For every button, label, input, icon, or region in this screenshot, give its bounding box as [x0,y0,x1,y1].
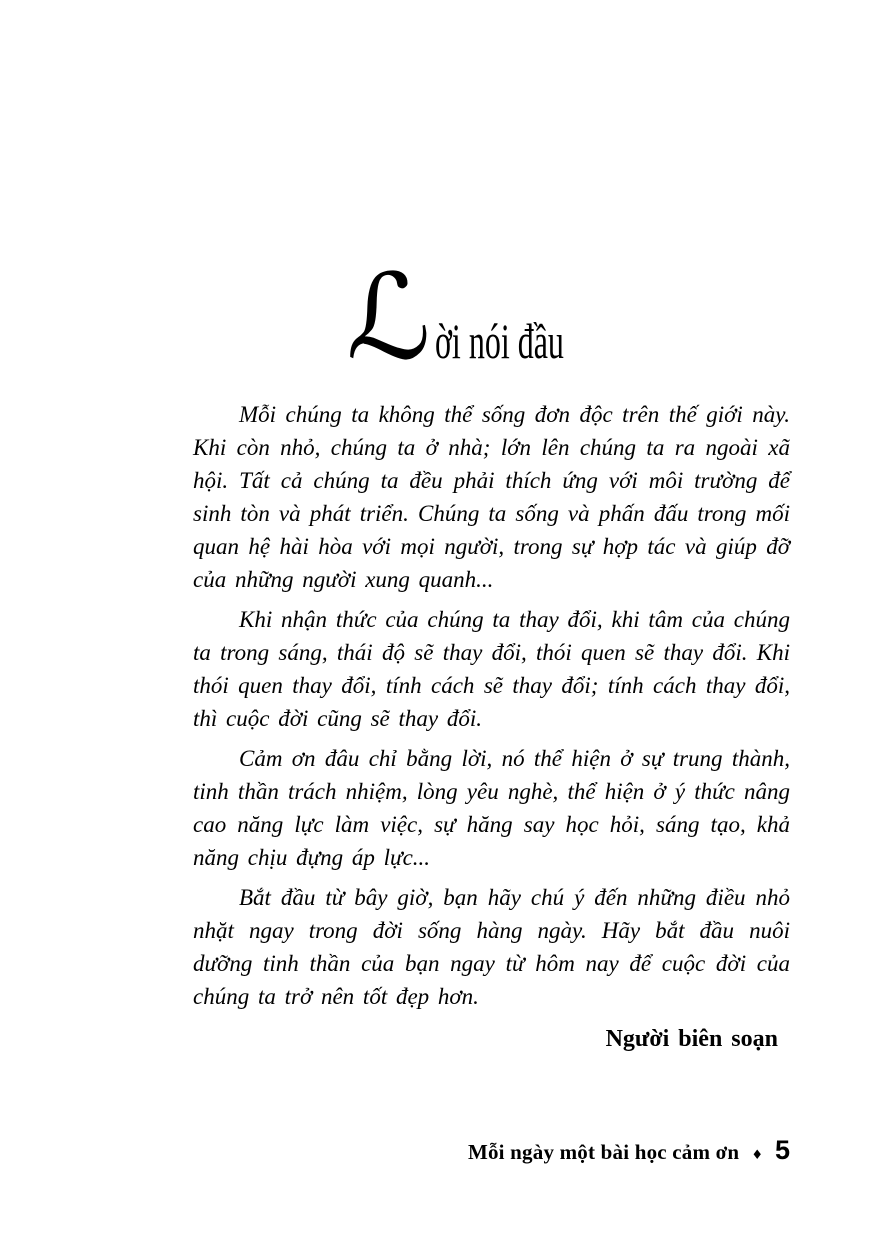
page-title [193,248,790,386]
page-footer [193,1135,790,1166]
paragraph-4: Bắt đầu từ bây giờ, bạn hãy chú ý đến những điều nhỏ nhặt ngay trong đời sống hàng ngày. Hãy bắt đầu nuôi dưỡng tinh thần của bạn ngay từ hôm nay để cuộc đời của chúng ta trở nên tốt đẹp hơn. [193,885,790,1009]
title-text: ời nói đầu [435,313,565,369]
footer-book-title: Mỗi ngày một bài học cảm ơn [467,1140,740,1164]
page-number: 5 [774,1135,790,1165]
paragraph-3: Cảm ơn đâu chỉ bằng lời, nó thể hiện ở sự trung thành, tinh thần trách nhiệm, lòng yêu nghè, thể hiện ở ý thức nâng cao năng lực làm việc, sự hăng say học hỏi, sáng tạo, khả năng chịu đựng áp lực... [193,746,790,870]
paragraph-2: Khi nhận thức của chúng ta thay đổi, khi tâm của chúng ta trong sáng, thái độ sẽ thay đổi, thói quen sẽ thay đổi. Khi thói quen thay đổi, tính cách sẽ thay đổi; tính cách thay đổi, thì cuộc đời cũng sẽ thay đổi. [193,607,790,731]
paragraph-1: Mỗi chúng ta không thể sống đơn độc trên thế giới này. Khi còn nhỏ, chúng ta ở nhà; lớn lên chúng ta ra ngoài xã hội. Tất cả chúng ta đều phải thích ứng với môi trường để sinh tòn và phát triển. Chúng ta sống và phấn đấu trong mối quan hệ hài hòa với mọi người, trong sự hợp tác và giúp đỡ của những người xung quanh... [193,402,790,592]
title-dropcap-letter: ℒ [346,248,430,386]
author-signature: Người biên soạn [605,1026,778,1052]
diamond-icon: ♦ [751,1148,763,1163]
body-text [193,398,790,1056]
